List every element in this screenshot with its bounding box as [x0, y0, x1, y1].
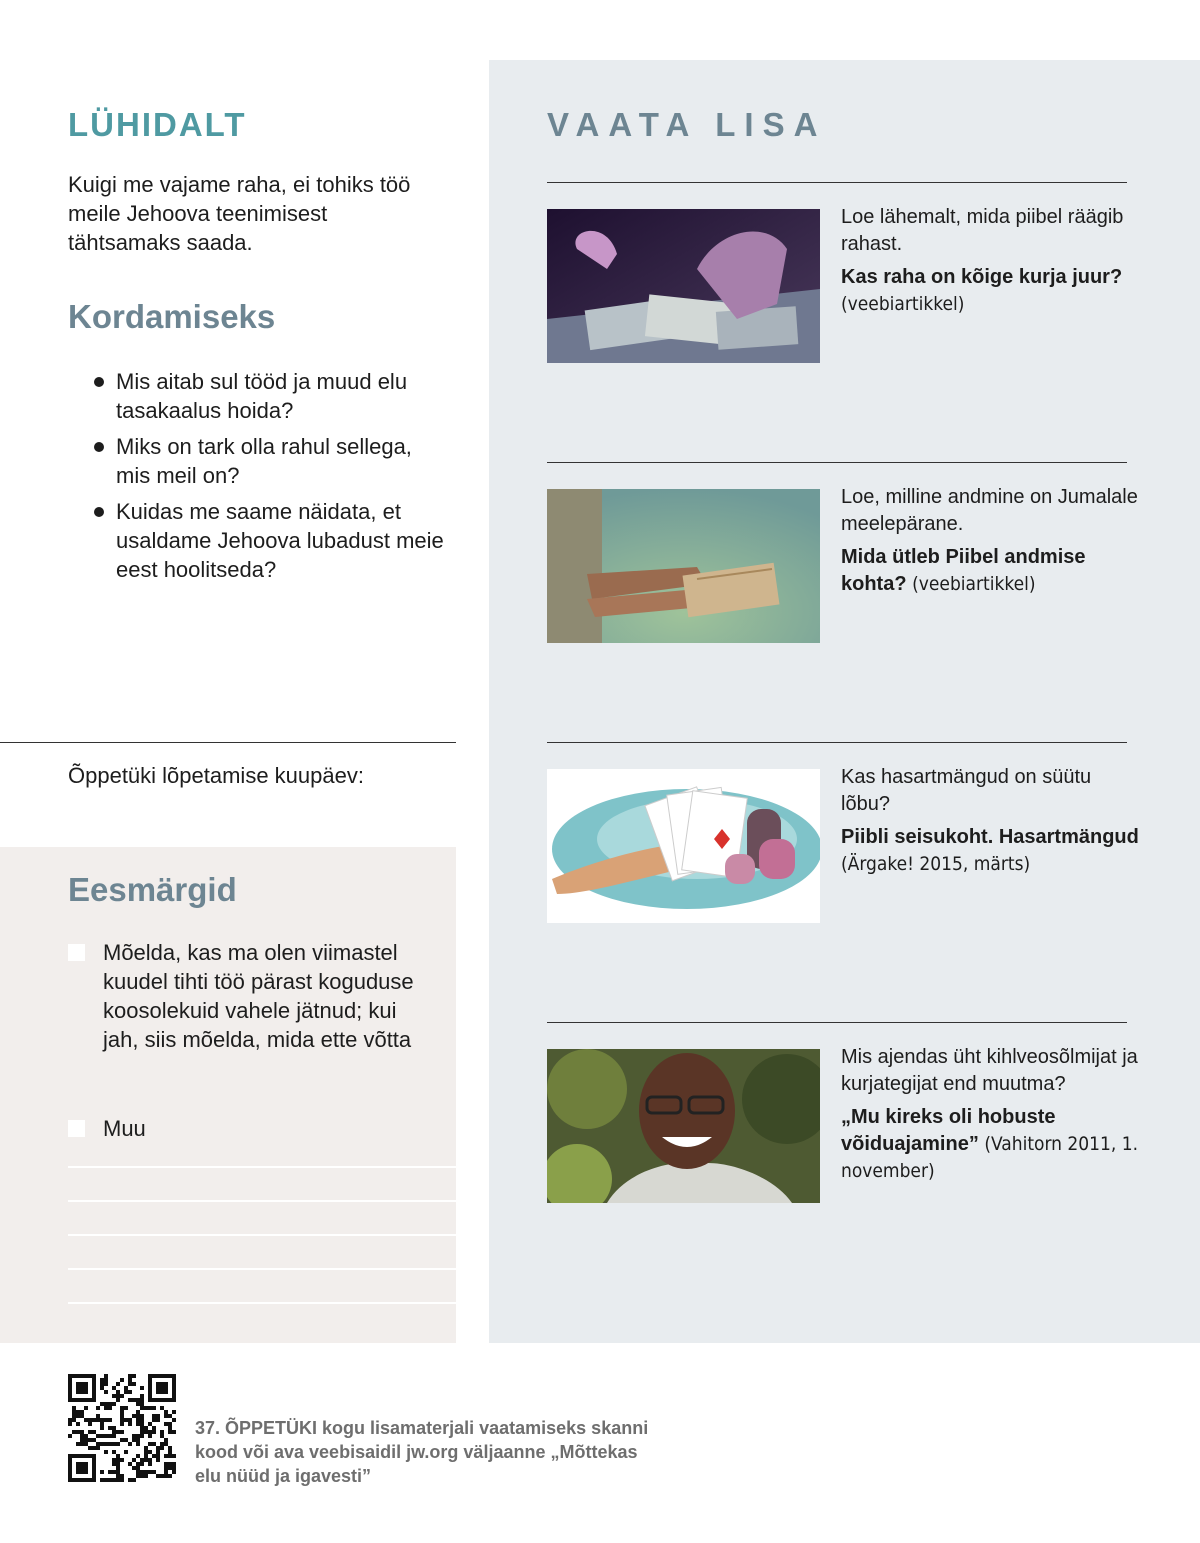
qr-code-icon[interactable] [68, 1374, 176, 1482]
review-heading: Kordamiseks [68, 298, 276, 335]
review-item: Kuidas me saame näidata, et usaldame Jehoova lubadust meie eest hoolitseda? [92, 497, 452, 584]
entry-link[interactable] [841, 1104, 1141, 1185]
footer-text: 37. ÕPPETÜKI kogu lisamaterjali vaatamiseks skanni kood või ava veebisaidil jw.org väljaanne „Mõttekas elu nüüd ja igavesti” [195, 1418, 649, 1486]
divider [547, 742, 1127, 743]
review-item: Miks on tark olla rahul sellega, mis meil on? [92, 432, 452, 490]
playing-cards-chips-image[interactable] [547, 769, 820, 923]
completion-date-label: Õppetüki lõpetamise kuupäev: [68, 763, 364, 788]
goal-item[interactable] [68, 938, 438, 1054]
see-more-entry [841, 1044, 1141, 1185]
entry-description: Mis ajendas üht kihlveosõlmijat ja kurjategijat end muutma? [841, 1046, 1138, 1095]
see-more-entry [841, 204, 1141, 318]
goals-heading: Eesmärgid [68, 871, 237, 908]
entry-title[interactable]: Piibli seisukoht. Hasartmängud [841, 826, 1139, 848]
entry-description: Kas hasartmängud on süütu lõbu? [841, 766, 1092, 815]
giving-package-image[interactable] [547, 489, 820, 643]
note-line[interactable] [68, 1268, 456, 1270]
goal-checkbox[interactable] [68, 944, 85, 961]
entry-title[interactable]: Kas raha on kõige kurja juur? [841, 266, 1123, 288]
note-line[interactable] [68, 1200, 456, 1202]
divider [547, 182, 1127, 183]
goal-text: Mõelda, kas ma olen viimastel kuudel tihti töö pärast koguduse koosolekuid vahele jätnud; kui jah, siis mõelda, mida ette võtta [103, 940, 414, 1052]
entry-title[interactable]: Mida ütleb Piibel andmise kohta? [841, 546, 1086, 595]
note-line[interactable] [68, 1302, 456, 1304]
entry-source: (veebiartikkel) [912, 573, 1036, 595]
see-more-entry [841, 764, 1141, 878]
entry-link[interactable] [841, 544, 1141, 598]
summary-heading: LÜHIDALT [68, 106, 247, 143]
entry-description: Loe, milline andmine on Jumalale meelepärane. [841, 486, 1138, 535]
review-list [92, 367, 452, 591]
see-more-heading: VAATA LISA [547, 106, 827, 143]
entry-link[interactable] [841, 824, 1141, 878]
see-more-entry [841, 484, 1141, 598]
money-hands-image[interactable] [547, 209, 820, 363]
goal-item-other[interactable] [68, 1114, 438, 1143]
entry-source: (Vahitorn 2011, 1. november) [841, 1133, 1139, 1182]
entry-source: (Ärgake! 2015, märts) [841, 853, 1031, 875]
review-item: Mis aitab sul tööd ja muud elu tasakaalus hoida? [92, 367, 452, 425]
entry-source: (veebiartikkel) [841, 293, 965, 315]
entry-link[interactable] [841, 264, 1141, 318]
entry-description: Loe lähemalt, mida piibel räägib rahast. [841, 206, 1124, 255]
note-line[interactable] [68, 1234, 456, 1236]
divider [547, 1022, 1127, 1023]
goal-text: Muu [103, 1116, 146, 1141]
summary-text: Kuigi me vajame raha, ei tohiks töö meile Jehoova teenimisest tähtsamaks saada. [68, 172, 411, 255]
entry-title[interactable]: „Mu kireks oli hobuste võiduajamine” [841, 1106, 1056, 1155]
divider [547, 462, 1127, 463]
divider [0, 742, 456, 743]
smiling-man-portrait-image[interactable] [547, 1049, 820, 1203]
goal-checkbox[interactable] [68, 1120, 85, 1137]
note-line[interactable] [68, 1166, 456, 1168]
